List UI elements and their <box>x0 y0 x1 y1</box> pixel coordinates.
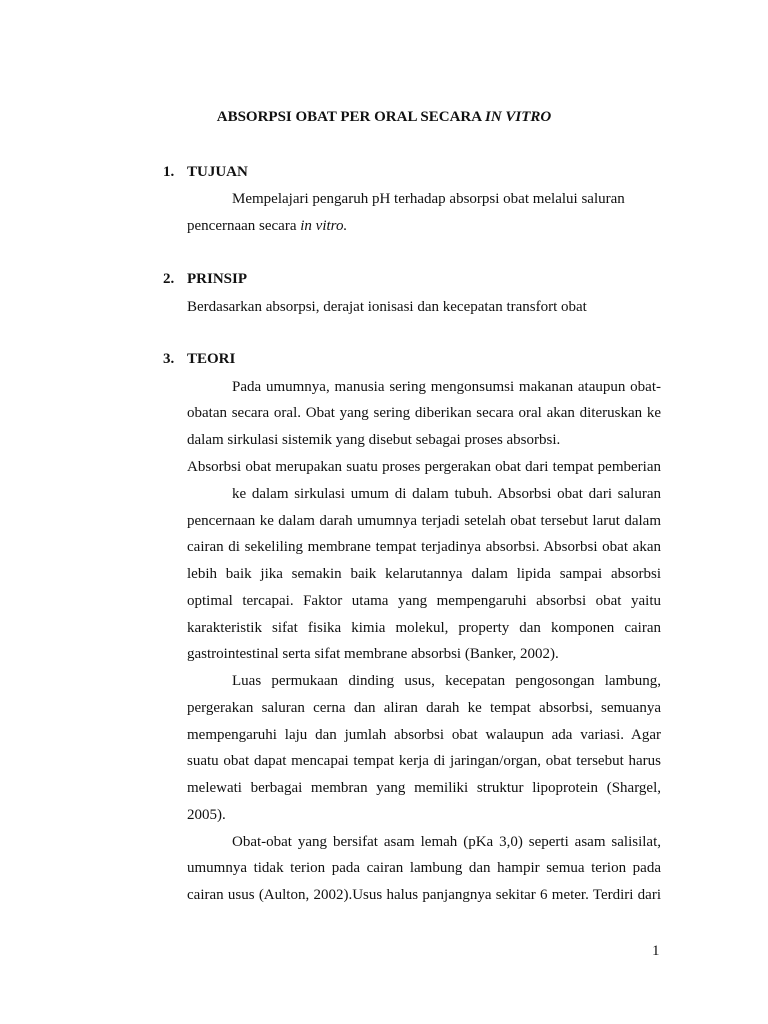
teori-line-14: mempengaruhi laju dan jumlah absorbsi obat walaupun ada variasi. Agar <box>187 727 661 743</box>
teori-line-7: cairan di sekeliling membrane tempat terjadinya absorbsi. Absorbsi obat akan <box>187 539 661 555</box>
teori-line-18: Obat-obat yang bersifat asam lemah (pKa 3,0) seperti asam salisilat, <box>232 834 661 850</box>
teori-line-16: melewati berbagai membran yang memiliki struktur lipoprotein (Shargel, <box>187 780 661 796</box>
teori-line-15: suatu obat dapat mencapai tempat kerja di jaringan/organ, obat tersebut harus <box>187 753 661 769</box>
teori-line-4: Absorbsi obat merupakan suatu proses pergerakan obat dari tempat pemberian <box>187 459 661 475</box>
section-3-number: 3. <box>163 351 175 367</box>
teori-line-20: cairan usus (Aulton, 2002).Usus halus panjangnya sekitar 6 meter. Terdiri dari <box>187 887 661 903</box>
tujuan-line-2 <box>187 217 347 235</box>
section-2-heading: PRINSIP <box>187 271 248 287</box>
section-1-number: 1. <box>163 164 175 180</box>
title-main: ABSORPSI OBAT PER ORAL SECARA <box>216 109 482 125</box>
title-italic: IN VITRO <box>485 109 552 125</box>
teori-line-13: pergerakan saluran cerna dan aliran darah ke tempat absorbsi, semuanya <box>187 700 661 716</box>
section-3-heading: TEORI <box>187 351 236 367</box>
prinsip-line-1: Berdasarkan absorpsi, derajat ionisasi dan kecepatan transfort obat <box>187 299 587 315</box>
teori-line-9: optimal tercapai. Faktor utama yang mempengaruhi absorbsi obat yaitu <box>187 593 661 609</box>
page-number: 1 <box>652 943 660 959</box>
teori-line-2: obatan secara oral. Obat yang sering diberikan secara oral akan diteruskan ke <box>187 405 661 421</box>
document-title <box>0 109 768 126</box>
teori-line-1: Pada umumnya, manusia sering mengonsumsi makanan ataupun obat- <box>232 379 661 395</box>
teori-line-17: 2005). <box>187 807 226 823</box>
section-2-number: 2. <box>163 271 175 287</box>
teori-line-10: karakteristik sifat fisika kimia molekul, property dan komponen cairan <box>187 620 661 636</box>
teori-line-19: umumnya tidak terion pada cairan lambung dan hampir semua terion pada <box>187 860 661 876</box>
tujuan-line-2-text: pencernaan secara <box>187 218 297 234</box>
tujuan-line-2-italic: in vitro. <box>300 218 348 234</box>
teori-line-11: gastrointestinal serta sifat membrane absorbsi (Banker, 2002). <box>187 646 559 662</box>
teori-line-5: ke dalam sirkulasi umum di dalam tubuh. Absorbsi obat dari saluran <box>232 486 661 502</box>
teori-line-8: lebih baik jika semakin baik kelarutannya dalam lipida sampai absorbsi <box>187 566 661 582</box>
section-1-heading: TUJUAN <box>187 164 248 180</box>
teori-line-6: pencernaan ke dalam darah umumnya terjadi setelah obat tersebut larut dalam <box>187 513 661 529</box>
teori-line-12: Luas permukaan dinding usus, kecepatan pengosongan lambung, <box>232 673 661 689</box>
teori-line-3: dalam sirkulasi sistemik yang disebut sebagai proses absorbsi. <box>187 432 561 448</box>
tujuan-line-1: Mempelajari pengaruh pH terhadap absorpsi obat melalui saluran <box>232 191 625 207</box>
